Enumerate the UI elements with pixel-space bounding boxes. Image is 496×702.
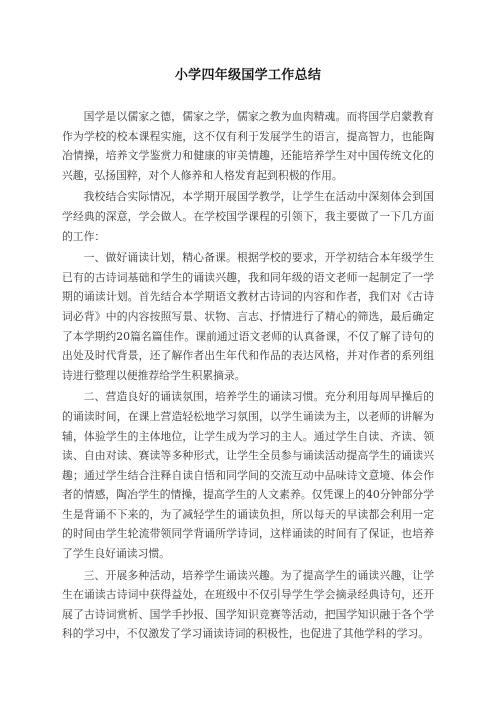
paragraph-intro: 国学是以儒家之德，儒家之学，儒家之教为血肉精魂。而将国学启蒙教育作为学校的校本课程实施，这不仅有利于发展学生的语言，提高智力，也能陶冶情操，培养文学鉴赏力和健康的审美情趣，还能培养学生对中国传统文化的兴趣，弘扬国粹，对个人修养和人格发育起到积极的作用。 [62,110,434,182]
paragraph-section-1: 一、做好诵读计划，精心备课。根据学校的要求，开学初结合本年级学生已有的古诗词基础和学生的诵读兴趣，我和同年级的语文老师一起制定了一学期的诵读计划。首先结合本学期语文教材古诗词的内容和作者，我们对《古诗词必背》中的内容按照写景、状物、言志、抒情进行了精心的筛选，最后确定了本学期约20篇名篇佳作。课前通过语文老师的认真备课，不仅了解了诗句的出处及时代背景，还了解作者出生年代和作品的表达风格，并对作者的系列组诗进行整理以便推荐给学生积累摘录。 [62,251,434,382]
document-title: 小学四年级国学工作总结 [174,68,322,83]
paragraph-overview: 我校结合实际情况，本学期开展国学教学，让学生在活动中深刻体会到国学经典的深意，学会做人。在学校国学课程的引领下，我主要做了一下几方面的工作： [62,190,434,243]
paragraph-section-2: 二、营造良好的诵读氛围，培养学生的诵读习惯。充分利用每周早操后的的诵读时间，在课上营造轻松地学习氛围，以学生诵读为主，以老师的讲解为辅，体验学生的主体地位，让学生成为学习的主人。通过学生自读、齐读、领读、自由对读、赛读等多种形式，让学生全员参与诵读活动提高学生的诵读兴趣；通过学生结合注释自读自悟和同学间的交流互动中品味诗文意境、体会作者的情感，陶冶学生的情操，提高学生的人文素养。仅凭课上的40分钟部分学生是背诵不下来的，为了减轻学生的诵读负担，所以每天的早读都会利用一定的时间由学生轮流带领同学背诵所学诗词，这样诵读的时间有了保证，也培养了学生良好诵读习惯。 [62,390,434,561]
paragraph-section-3: 三、开展多种活动，培养学生诵读兴趣。为了提高学生的诵读兴趣，让学生在诵读古诗词中获得益处，在班级中不仅引导学生学会摘录经典诗句，还开展了古诗词赏析、国学手抄报、国学知识竞赛等活动，把国学知识融于各个学科的学习中，不仅激发了学习诵读诗词的积极性，也促进了其他学科的学习。 [62,568,434,641]
